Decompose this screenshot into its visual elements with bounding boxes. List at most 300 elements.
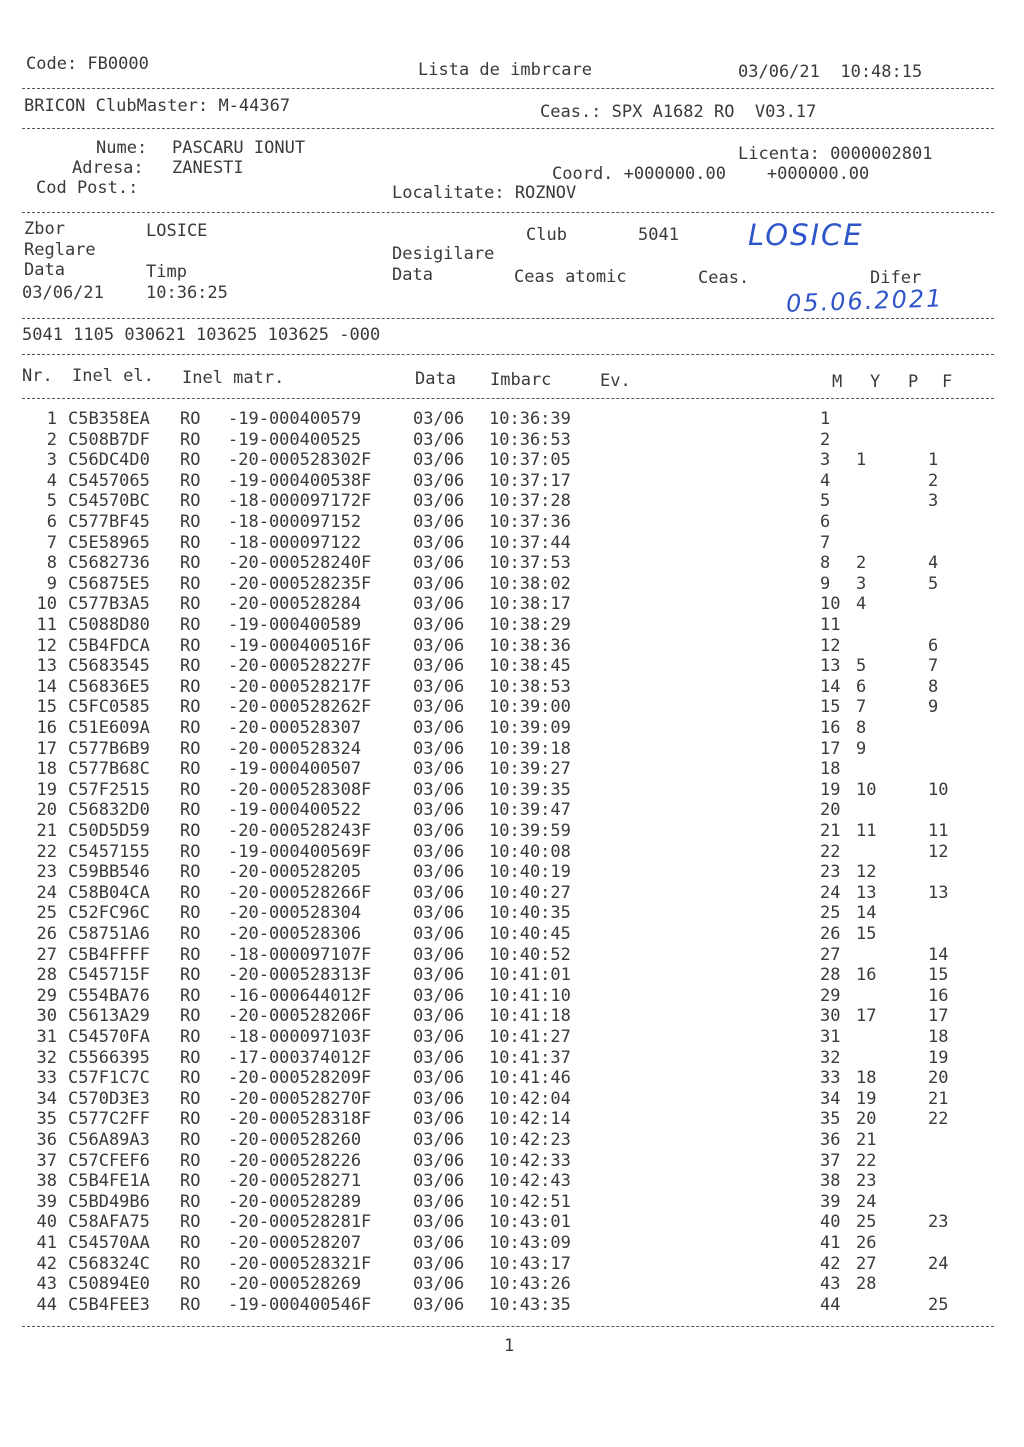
difer-label: Difer (870, 268, 922, 288)
arrival-date: 03/06 (413, 800, 465, 821)
rank-y: 21 (856, 1130, 877, 1150)
arrival-date: 03/06 (413, 656, 465, 677)
table-row (0, 800, 1024, 821)
table-row (0, 697, 1024, 718)
table-row (0, 924, 1024, 945)
rank-f: 19 (928, 1047, 949, 1068)
ring-electronic: C5B4FEE3 (68, 1294, 150, 1315)
table-row (0, 759, 1024, 780)
row-number: 36 (36, 1130, 57, 1150)
rank-y: 18 (856, 1068, 877, 1089)
ring-number: -18-000097152 (228, 512, 362, 532)
ring-number: -20-000528284 (228, 594, 362, 615)
arrival-time: 10:39:00 (489, 697, 571, 718)
ring-country: RO (180, 635, 201, 656)
divider (22, 128, 994, 129)
ring-electronic: C56836E5 (68, 676, 150, 697)
table-row (0, 1233, 1024, 1254)
table-row (0, 450, 1024, 471)
ring-number: -20-000528324 (228, 738, 362, 759)
ring-number: -20-000528262F (228, 697, 372, 718)
arrival-date: 03/06 (413, 738, 465, 759)
rank-y: 1 (856, 450, 867, 471)
ring-number: -20-000528270F (228, 1088, 372, 1109)
arrival-time: 10:42:33 (489, 1150, 571, 1171)
rank-y: 6 (856, 676, 867, 697)
row-number: 4 (46, 470, 57, 491)
ring-electronic: C5B4FE1A (68, 1171, 150, 1192)
row-number: 28 (36, 965, 57, 986)
row-number: 42 (36, 1253, 57, 1274)
table-row (0, 718, 1024, 739)
ring-country: RO (180, 1047, 201, 1068)
ring-electronic: C554BA76 (68, 985, 150, 1006)
col-header-inel-el: Inel el. (72, 366, 154, 386)
ring-number: -20-000528240F (228, 553, 372, 574)
ring-electronic: C5613A29 (68, 1006, 150, 1027)
table-row (0, 1109, 1024, 1130)
rank-f: 1 (928, 450, 939, 471)
divider (22, 212, 994, 213)
rank-y: 27 (856, 1253, 877, 1274)
arrival-date: 03/06 (413, 697, 465, 718)
ring-country: RO (180, 738, 201, 759)
ring-country: RO (180, 615, 201, 635)
arrival-time: 10:41:46 (489, 1068, 571, 1089)
rank-y: 28 (856, 1274, 877, 1295)
table-row (0, 883, 1024, 904)
ring-country: RO (180, 491, 201, 512)
ring-electronic: C57F2515 (68, 779, 150, 800)
ring-electronic: C50D5D59 (68, 821, 150, 841)
ring-country: RO (180, 409, 201, 429)
rank-f: 2 (928, 470, 939, 491)
arrival-time: 10:39:18 (489, 738, 571, 759)
ring-electronic: C58751A6 (68, 924, 150, 944)
rank-m: 43 (820, 1274, 841, 1295)
arrival-time: 10:43:09 (489, 1233, 571, 1253)
ring-number: -20-000528209F (228, 1068, 372, 1089)
ring-country: RO (180, 779, 201, 800)
rank-y: 24 (856, 1191, 877, 1212)
arrival-date: 03/06 (413, 1130, 465, 1150)
table-row (0, 1212, 1024, 1233)
arrival-time: 10:43:01 (489, 1212, 571, 1233)
row-number: 29 (36, 985, 57, 1006)
divider (22, 318, 994, 319)
rank-y: 10 (856, 779, 877, 800)
table-row (0, 491, 1024, 512)
ceas-label: Ceas. (698, 268, 750, 288)
ring-country: RO (180, 1068, 201, 1089)
data-label: Data (24, 260, 65, 280)
table-row (0, 1274, 1024, 1295)
row-number: 16 (36, 718, 57, 738)
arrival-time: 10:38:17 (489, 594, 571, 615)
ring-country: RO (180, 676, 201, 697)
rank-y: 3 (856, 573, 867, 594)
arrival-date: 03/06 (413, 903, 465, 924)
row-number: 25 (36, 903, 57, 924)
ring-country: RO (180, 1274, 201, 1295)
ring-number: -20-000528318F (228, 1109, 372, 1130)
arrival-date: 03/06 (413, 1047, 465, 1068)
col-header-p: P (908, 372, 919, 392)
table-row (0, 594, 1024, 615)
ring-number: -19-000400525 (228, 429, 362, 450)
arrival-date: 03/06 (413, 1109, 465, 1130)
arrival-date: 03/06 (413, 594, 465, 615)
arrival-time: 10:37:05 (489, 450, 571, 471)
rank-m: 37 (820, 1150, 841, 1171)
row-number: 5 (46, 491, 57, 512)
rank-m: 35 (820, 1109, 841, 1130)
arrival-date: 03/06 (413, 409, 465, 429)
rank-m: 29 (820, 985, 841, 1006)
arrival-time: 10:38:02 (489, 573, 571, 594)
arrival-time: 10:38:29 (489, 615, 571, 635)
rank-y: 5 (856, 656, 867, 677)
rank-y: 2 (856, 553, 867, 574)
ring-country: RO (180, 800, 201, 821)
arrival-date: 03/06 (413, 1212, 465, 1233)
ring-country: RO (180, 1006, 201, 1027)
ring-electronic: C50894E0 (68, 1274, 150, 1295)
rank-y: 26 (856, 1233, 877, 1253)
row-number: 37 (36, 1150, 57, 1171)
licence-number: Licenta: 0000002801 (738, 144, 933, 164)
arrival-date: 03/06 (413, 512, 465, 532)
arrival-time: 10:40:19 (489, 862, 571, 883)
ring-electronic: C5566395 (68, 1047, 150, 1068)
ring-number: -20-000528269 (228, 1274, 362, 1295)
arrival-date: 03/06 (413, 718, 465, 738)
rank-m: 12 (820, 635, 841, 656)
col-header-m: M (832, 372, 843, 392)
ring-number: -20-000528205 (228, 862, 362, 883)
ring-country: RO (180, 965, 201, 986)
ring-electronic: C577B68C (68, 759, 150, 780)
row-number: 14 (36, 676, 57, 697)
rank-f: 13 (928, 882, 949, 903)
rank-m: 14 (820, 676, 841, 697)
ring-number: -20-000528302F (228, 450, 372, 471)
table-row (0, 739, 1024, 760)
ring-electronic: C56DC4D0 (68, 450, 150, 471)
arrival-time: 10:42:14 (489, 1109, 571, 1130)
locality: Localitate: ROZNOV (392, 183, 577, 203)
rank-m: 42 (820, 1253, 841, 1274)
rank-m: 18 (820, 759, 841, 780)
table-row (0, 533, 1024, 554)
ring-country: RO (180, 594, 201, 615)
ring-number: -19-000400538F (228, 470, 372, 491)
ring-number: -20-000528307 (228, 718, 362, 738)
arrival-time: 10:37:44 (489, 532, 571, 553)
document-title: Lista de imbrcare (418, 60, 592, 80)
row-number: 32 (36, 1047, 57, 1068)
rank-f: 21 (928, 1088, 949, 1109)
arrival-date: 03/06 (413, 1068, 465, 1089)
rank-y: 12 (856, 862, 877, 883)
ring-number: -20-000528235F (228, 573, 372, 594)
col-header-ev: Ev. (600, 371, 631, 391)
handwritten-place: LOSICE (748, 218, 864, 252)
ring-number: -20-000528313F (228, 965, 372, 986)
table-row (0, 780, 1024, 801)
ring-number: -20-000528207 (228, 1233, 362, 1253)
ring-country: RO (180, 944, 201, 965)
row-number: 39 (36, 1191, 57, 1212)
col-header-imbarc: Imbarc (490, 370, 552, 390)
rank-f: 5 (928, 573, 939, 594)
ring-electronic: C58AFA75 (68, 1212, 150, 1233)
col-header-data: Data (415, 369, 456, 389)
row-number: 17 (36, 738, 57, 759)
ring-electronic: C58B04CA (68, 882, 150, 903)
rank-m: 36 (820, 1130, 841, 1150)
row-number: 33 (36, 1068, 57, 1089)
row-number: 18 (36, 759, 57, 780)
rank-y: 16 (856, 965, 877, 986)
rank-f: 7 (928, 656, 939, 677)
rank-f: 6 (928, 635, 939, 656)
arrival-time: 10:37:28 (489, 491, 571, 512)
arrival-date: 03/06 (413, 1191, 465, 1212)
ring-country: RO (180, 718, 201, 738)
ring-country: RO (180, 1253, 201, 1274)
table-row (0, 430, 1024, 451)
row-number: 7 (46, 532, 57, 553)
rank-m: 7 (820, 532, 831, 553)
table-row (0, 409, 1024, 430)
handwritten-date: 05.06.2021 (785, 284, 944, 318)
ring-number: -18-000097107F (228, 944, 372, 965)
ring-country: RO (180, 656, 201, 677)
rank-m: 22 (820, 841, 841, 862)
row-number: 38 (36, 1171, 57, 1192)
row-number: 3 (46, 450, 57, 471)
ring-number: -18-000097172F (228, 491, 372, 512)
rank-y: 13 (856, 882, 877, 903)
ring-electronic: C56875E5 (68, 573, 150, 594)
row-number: 24 (36, 882, 57, 903)
table-row (0, 1171, 1024, 1192)
arrival-date: 03/06 (413, 635, 465, 656)
arrival-time: 10:40:08 (489, 841, 571, 862)
arrival-date: 03/06 (413, 1088, 465, 1109)
col-header-f: F (942, 372, 953, 392)
ring-country: RO (180, 573, 201, 594)
ring-country: RO (180, 903, 201, 924)
ring-number: -19-000400579 (228, 409, 362, 429)
ring-number: -20-000528206F (228, 1006, 372, 1027)
table-row (0, 1130, 1024, 1151)
ring-country: RO (180, 512, 201, 532)
rank-y: 7 (856, 697, 867, 718)
zbor-label: Zbor (24, 219, 65, 239)
arrival-time: 10:42:43 (489, 1171, 571, 1192)
club-value: 5041 (638, 225, 679, 245)
reglare-label: Reglare (24, 240, 96, 260)
rank-f: 15 (928, 965, 949, 986)
arrival-time: 10:42:04 (489, 1088, 571, 1109)
print-timestamp: 03/06/21 10:48:15 (738, 62, 923, 82)
name-label: Nume: (96, 138, 148, 158)
ring-country: RO (180, 759, 201, 780)
ring-country: RO (180, 1233, 201, 1253)
arrival-date: 03/06 (413, 532, 465, 553)
rank-m: 10 (820, 594, 841, 615)
rank-f: 23 (928, 1212, 949, 1233)
table-row (0, 1048, 1024, 1069)
rank-y: 20 (856, 1109, 877, 1130)
divider (22, 1326, 994, 1327)
rank-y: 8 (856, 718, 867, 738)
rank-f: 18 (928, 1027, 949, 1047)
ring-number: -20-000528321F (228, 1253, 372, 1274)
row-number: 15 (36, 697, 57, 718)
ring-country: RO (180, 532, 201, 553)
rank-m: 20 (820, 800, 841, 821)
rank-m: 32 (820, 1047, 841, 1068)
ring-country: RO (180, 862, 201, 883)
row-number: 12 (36, 635, 57, 656)
arrival-time: 10:40:35 (489, 903, 571, 924)
table-row (0, 842, 1024, 863)
rank-m: 13 (820, 656, 841, 677)
ring-number: -20-000528306 (228, 924, 362, 944)
col-header-y: Y (870, 372, 881, 392)
table-row (0, 1295, 1024, 1316)
arrival-date: 03/06 (413, 450, 465, 471)
ring-electronic: C54570FA (68, 1027, 150, 1047)
ring-number: -20-000528266F (228, 882, 372, 903)
rank-y: 25 (856, 1212, 877, 1233)
ring-number: -19-000400507 (228, 759, 362, 780)
ring-electronic: C57CFEF6 (68, 1150, 150, 1171)
arrival-date: 03/06 (413, 1171, 465, 1192)
ring-electronic: C5457155 (68, 841, 150, 862)
ring-country: RO (180, 450, 201, 471)
timp-label: Timp (146, 262, 187, 282)
arrival-date: 03/06 (413, 924, 465, 944)
ring-number: -20-000528243F (228, 821, 372, 841)
zbor-value: LOSICE (146, 221, 208, 241)
ring-number: -20-000528226 (228, 1150, 362, 1171)
rank-m: 30 (820, 1006, 841, 1027)
table-row (0, 677, 1024, 698)
rank-y: 22 (856, 1150, 877, 1171)
row-number: 23 (36, 862, 57, 883)
table-row (0, 945, 1024, 966)
owner-name: PASCARU IONUT (172, 138, 306, 158)
rank-f: 11 (928, 821, 949, 841)
arrival-date: 03/06 (413, 553, 465, 574)
rank-y: 9 (856, 738, 867, 759)
ring-electronic: C5683545 (68, 656, 150, 677)
ring-electronic: C577B3A5 (68, 594, 150, 615)
rank-m: 44 (820, 1294, 841, 1315)
arrival-date: 03/06 (413, 429, 465, 450)
rank-m: 25 (820, 903, 841, 924)
rank-m: 40 (820, 1212, 841, 1233)
rank-y: 15 (856, 924, 877, 944)
ring-electronic: C54570AA (68, 1233, 150, 1253)
arrival-date: 03/06 (413, 1233, 465, 1253)
ring-electronic: C59BB546 (68, 862, 150, 883)
ring-electronic: C570D3E3 (68, 1088, 150, 1109)
ring-electronic: C5BD49B6 (68, 1191, 150, 1212)
ring-electronic: C56832D0 (68, 800, 150, 821)
arrival-date: 03/06 (413, 573, 465, 594)
row-number: 1 (46, 409, 57, 429)
arrival-time: 10:37:53 (489, 553, 571, 574)
rank-m: 15 (820, 697, 841, 718)
data2-label: Data (392, 265, 433, 285)
row-number: 2 (46, 429, 57, 450)
address-label: Adresa: (72, 158, 144, 178)
rank-f: 10 (928, 779, 949, 800)
ring-number: -19-000400516F (228, 635, 372, 656)
table-row (0, 656, 1024, 677)
arrival-time: 10:42:23 (489, 1130, 571, 1150)
table-row (0, 821, 1024, 842)
desigilare-label: Desigilare (392, 244, 495, 264)
rank-f: 9 (928, 697, 939, 718)
row-number: 44 (36, 1294, 57, 1315)
rank-m: 31 (820, 1027, 841, 1047)
ring-country: RO (180, 1027, 201, 1047)
rank-m: 24 (820, 882, 841, 903)
rank-m: 23 (820, 862, 841, 883)
arrival-date: 03/06 (413, 862, 465, 883)
ring-country: RO (180, 1109, 201, 1130)
arrival-time: 10:38:53 (489, 676, 571, 697)
rank-f: 22 (928, 1109, 949, 1130)
arrival-date: 03/06 (413, 615, 465, 635)
rank-m: 41 (820, 1233, 841, 1253)
rank-y: 19 (856, 1088, 877, 1109)
arrival-time: 10:43:26 (489, 1274, 571, 1295)
rank-f: 12 (928, 841, 949, 862)
ring-number: -20-000528304 (228, 903, 362, 924)
ring-country: RO (180, 553, 201, 574)
arrival-date: 03/06 (413, 779, 465, 800)
arrival-date: 03/06 (413, 491, 465, 512)
rank-f: 25 (928, 1294, 949, 1315)
arrival-time: 10:40:27 (489, 882, 571, 903)
table-row (0, 965, 1024, 986)
arrival-time: 10:39:27 (489, 759, 571, 780)
ring-number: -19-000400589 (228, 615, 362, 635)
row-number: 34 (36, 1088, 57, 1109)
rank-f: 20 (928, 1068, 949, 1089)
col-header-inel-matr: Inel matr. (182, 368, 285, 388)
table-row (0, 903, 1024, 924)
ring-electronic: C5457065 (68, 470, 150, 491)
arrival-date: 03/06 (413, 1294, 465, 1315)
ring-electronic: C5FC0585 (68, 697, 150, 718)
arrival-time: 10:40:45 (489, 924, 571, 944)
ring-country: RO (180, 1191, 201, 1212)
arrival-time: 10:39:47 (489, 800, 571, 821)
rank-y: 23 (856, 1171, 877, 1192)
clock-label: Ceas.: SPX A1682 RO V03.17 (540, 102, 817, 122)
arrival-time: 10:41:37 (489, 1047, 571, 1068)
table-row (0, 615, 1024, 636)
rank-m: 5 (820, 491, 831, 512)
